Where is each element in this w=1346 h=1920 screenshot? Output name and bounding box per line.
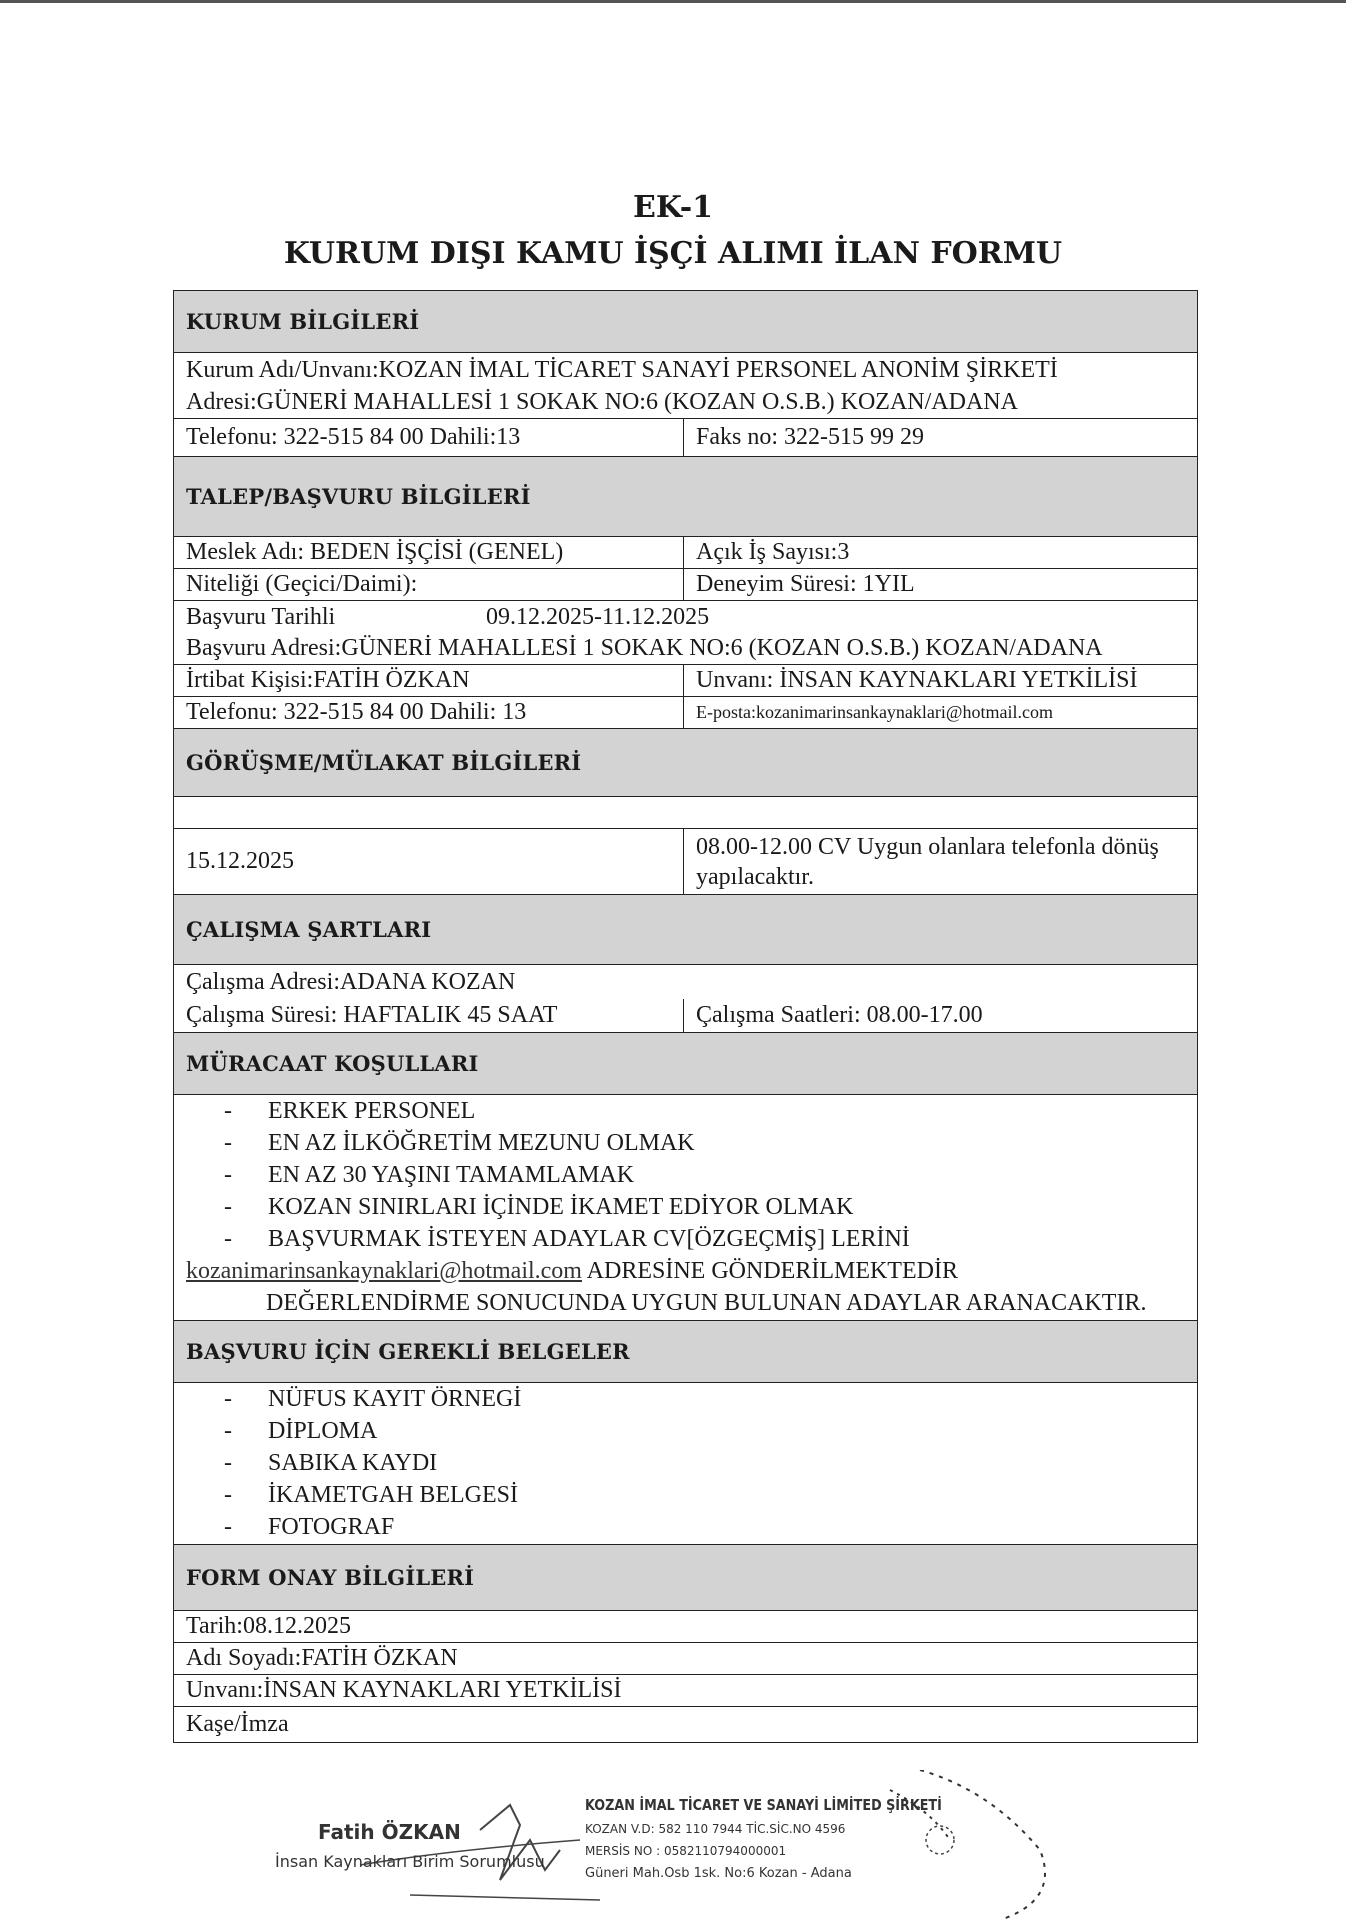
onay-tarih: Tarih:08.12.2025: [174, 1611, 1197, 1643]
section-belgeler-heading: BAŞVURU İÇİN GEREKLİ BELGELER: [174, 1321, 1197, 1383]
belge-item: - SABIKA KAYDI: [224, 1449, 438, 1476]
kurum-telefon: Telefonu: 322-515 84 00 Dahili:13: [174, 419, 684, 456]
basvuru-tarihi: 09.12.2025-11.12.2025: [486, 603, 710, 630]
deneyim-suresi: Deneyim Süresi: 1YIL: [696, 571, 915, 597]
seal-tax: KOZAN V.D: 582 110 7944 TİC.SİC.NO 4596: [585, 1822, 846, 1836]
muracaat-item: - KOZAN SINIRLARI İÇİNDE İKAMET EDİYOR OLMAK: [224, 1193, 854, 1220]
onay-kase: Kaşe/İmza: [174, 1707, 1197, 1743]
muracaat-email-row: [174, 1255, 1197, 1287]
acik-is-sayisi: Açık İş Sayısı:3: [696, 539, 850, 565]
muracaat-item: - EN AZ İLKÖĞRETİM MEZUNU OLMAK: [224, 1129, 695, 1156]
belge-item: - DİPLOMA: [224, 1417, 378, 1444]
seal-address: Güneri Mah.Osb 1sk. No:6 Kozan - Adana: [585, 1866, 852, 1881]
belge-item: - İKAMETGAH BELGESİ: [224, 1481, 518, 1508]
email-suffix: ADRESİNE GÖNDERİLMEKTEDİR: [581, 1257, 958, 1284]
kurum-faks: Faks no: 322-515 99 29: [696, 424, 924, 450]
onay-adi: Adı Soyadı:FATİH ÖZKAN: [174, 1643, 1197, 1675]
signature-and-seal: [300, 1770, 1300, 1920]
irtibat-unvani: Unvanı: İNSAN KAYNAKLARI YETKİLİSİ: [696, 667, 1138, 693]
onay-unvani: Unvanı:İNSAN KAYNAKLARI YETKİLİSİ: [174, 1675, 1197, 1707]
basvuru-adresi: Başvuru Adresi:GÜNERİ MAHALLESİ 1 SOKAK NO:6 (KOZAN O.S.B.) KOZAN/ADANA: [174, 633, 1197, 665]
seal-company: KOZAN İMAL TİCARET VE SANAYİ LİMİTED ŞİRKETİ: [585, 1796, 942, 1814]
gorusme-empty-row: [174, 797, 1197, 829]
basvuru-tarihi-row: [174, 601, 1197, 633]
irtibat-row: [174, 665, 1197, 697]
signer-title: İnsan Kaynakları Birim Sorumlusu: [275, 1852, 545, 1871]
meslek-adi: Meslek Adı: BEDEN İŞÇİSİ (GENEL): [174, 537, 684, 568]
section-calisma-heading: ÇALIŞMA ŞARTLARI: [174, 895, 1197, 965]
basvuru-tarihi-label: Başvuru Tarihli: [186, 603, 336, 630]
meslek-row: [174, 537, 1197, 569]
form-title: KURUM DIŞI KAMU İŞÇİ ALIMI İLAN FORMU: [283, 236, 1063, 271]
calisma-adresi: Çalışma Adresi:ADANA KOZAN: [186, 968, 516, 995]
section-gorusme-heading: GÖRÜŞME/MÜLAKAT BİLGİLERİ: [174, 729, 1197, 797]
section-talep-heading: TALEP/BAŞVURU BİLGİLERİ: [174, 457, 1197, 537]
section-muracaat-heading: MÜRACAAT KOŞULLARI: [174, 1033, 1197, 1095]
gorusme-tarihi: 15.12.2025: [174, 829, 684, 894]
scan-top-edge: [0, 0, 1346, 3]
kurum-adi: Kurum Adı/Unvanı:KOZAN İMAL TİCARET SANAYİ PERSONEL ANONİM ŞİRKETİ: [186, 356, 1058, 383]
section-kurum-heading: KURUM BİLGİLERİ: [174, 291, 1197, 353]
irtibat-kisisi: İrtibat Kişisi:FATİH ÖZKAN: [174, 665, 684, 696]
kurum-adres: Adresi:GÜNERİ MAHALLESİ 1 SOKAK NO:6 (KOZAN O.S.B.) KOZAN/ADANA: [174, 387, 1197, 419]
calisma-sure-row: [174, 999, 1197, 1033]
belge-item: - NÜFUS KAYIT ÖRNEGİ: [224, 1385, 522, 1412]
niteligi: Niteliği (Geçici/Daimi):: [174, 569, 684, 600]
iletisim-row: [174, 697, 1197, 729]
form-table: [173, 290, 1198, 1743]
belge-item: - FOTOGRAF: [174, 1511, 1197, 1545]
muracaat-item: - EN AZ 30 YAŞINI TAMAMLAMAK: [224, 1161, 635, 1188]
form-code: EK-1: [632, 190, 714, 225]
calisma-saatleri: Çalışma Saatleri: 08.00-17.00: [696, 1002, 983, 1028]
talep-telefon: Telefonu: 322-515 84 00 Dahili: 13: [174, 697, 684, 728]
muracaat-note: DEĞERLENDİRME SONUCUNDA UYGUN BULUNAN ADAYLAR ARANACAKTIR.: [174, 1287, 1197, 1321]
calisma-suresi: Çalışma Süresi: HAFTALIK 45 SAAT: [174, 999, 684, 1032]
seal-mersis: MERSİS NO : 0582110794000001: [585, 1844, 787, 1858]
nitelik-row: [174, 569, 1197, 601]
section-onay-heading: FORM ONAY BİLGİLERİ: [174, 1545, 1197, 1611]
muracaat-item: - BAŞVURMAK İSTEYEN ADAYLAR CV[ÖZGEÇMİŞ] LERİNİ: [224, 1225, 910, 1252]
muracaat-item: - ERKEK PERSONEL: [224, 1097, 476, 1124]
email-link[interactable]: kozanimarinsankaynaklari@hotmail.com: [186, 1257, 582, 1284]
talep-eposta: E-posta:kozanimarinsankaynaklari@hotmail.com: [696, 702, 1053, 722]
gorusme-detail-row: [174, 829, 1197, 895]
gorusme-aciklama: 08.00-12.00 CV Uygun olanlara telefonla dönüş yapılacaktır.: [696, 833, 1159, 890]
signer-name: Fatih ÖZKAN: [318, 1820, 461, 1844]
kurum-telefon-row: [174, 419, 1197, 457]
